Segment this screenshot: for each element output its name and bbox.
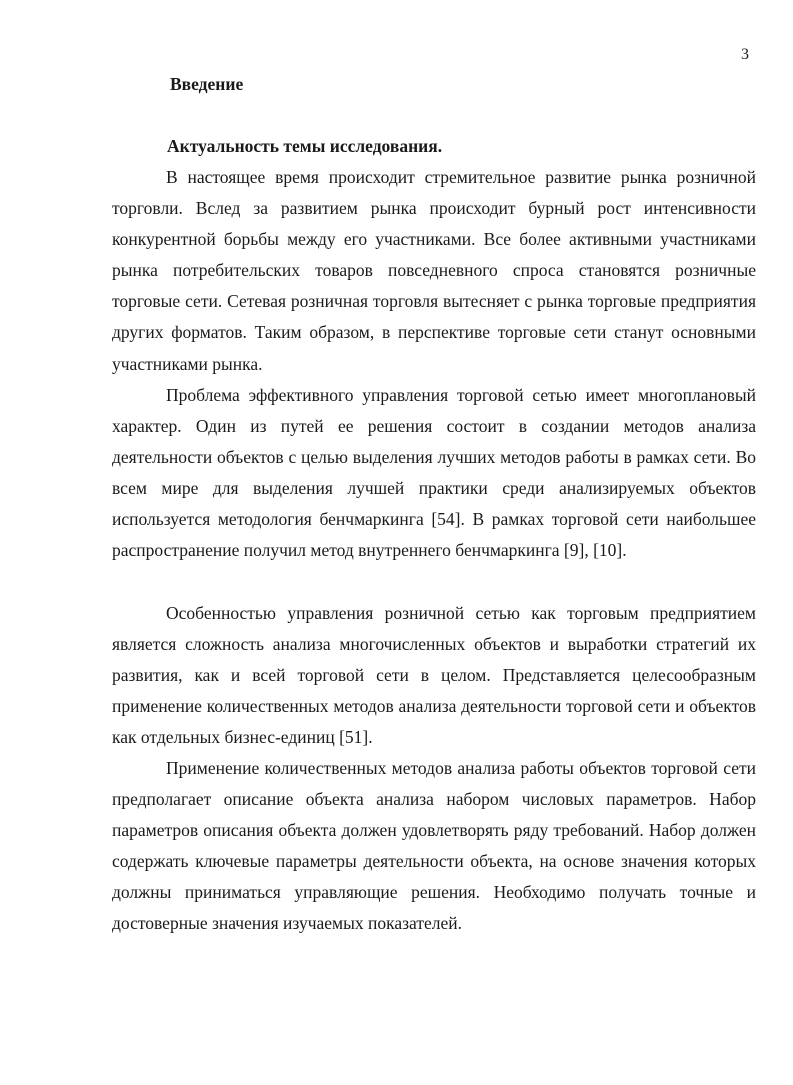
section-heading-introduction: Введение xyxy=(170,74,244,94)
subsection-heading-relevance: Актуальность темы исследования. xyxy=(167,136,443,156)
paragraph-market-development: В настоящее время происходит стремительное развитие рынка розничной торговли. Вслед за развитием рынка происходит бурный рост интенсивности конкурентной борьбы между его участниками. Все более активными участниками рынка потребительских товаров повседневного спроса становятся розничные торговые сети. Сетевая розничная торговля вытесняет с рынка торговые предприятия других форматов. Таким образом, в перспективе торговые сети станут основными участниками рынка. xyxy=(112,167,756,374)
paragraph-management-specifics: Особенностью управления розничной сетью как торговым предприятием является сложность анализа многочисленных объектов и выработки стратегий их развития, как и всей торговой сети в целом. Представляется целесообразным применение количественных методов анализа деятельности торговой сети и объектов как отдельных бизнес-единиц [51]. xyxy=(112,603,756,748)
page-number: 3 xyxy=(741,46,749,63)
paragraph-quantitative-methods: Применение количественных методов анализа работы объектов торговой сети предполагает описание объекта анализа набором числовых параметров. Набор параметров описания объекта должен удовлетворять ряду требований. Набор должен содержать ключевые параметры деятельности объекта, на основе значения которых должны приниматься управляющие решения. Необходимо получать точные и достоверные значения изучаемых показателей. xyxy=(112,758,756,934)
paragraph-network-management: Проблема эффективного управления торговой сетью имеет многоплановый характер. Один из путей ее решения состоит в создании методов анализа деятельности объектов с целью выделения лучших методов работы в рамках сети. Во всем мире для выделения лучшей практики среди анализируемых объектов используется методология бенчмаркинга [54]. В рамках торговой сети наибольшее распространение получил метод внутреннего бенчмаркинга [9], [10]. xyxy=(112,385,756,561)
